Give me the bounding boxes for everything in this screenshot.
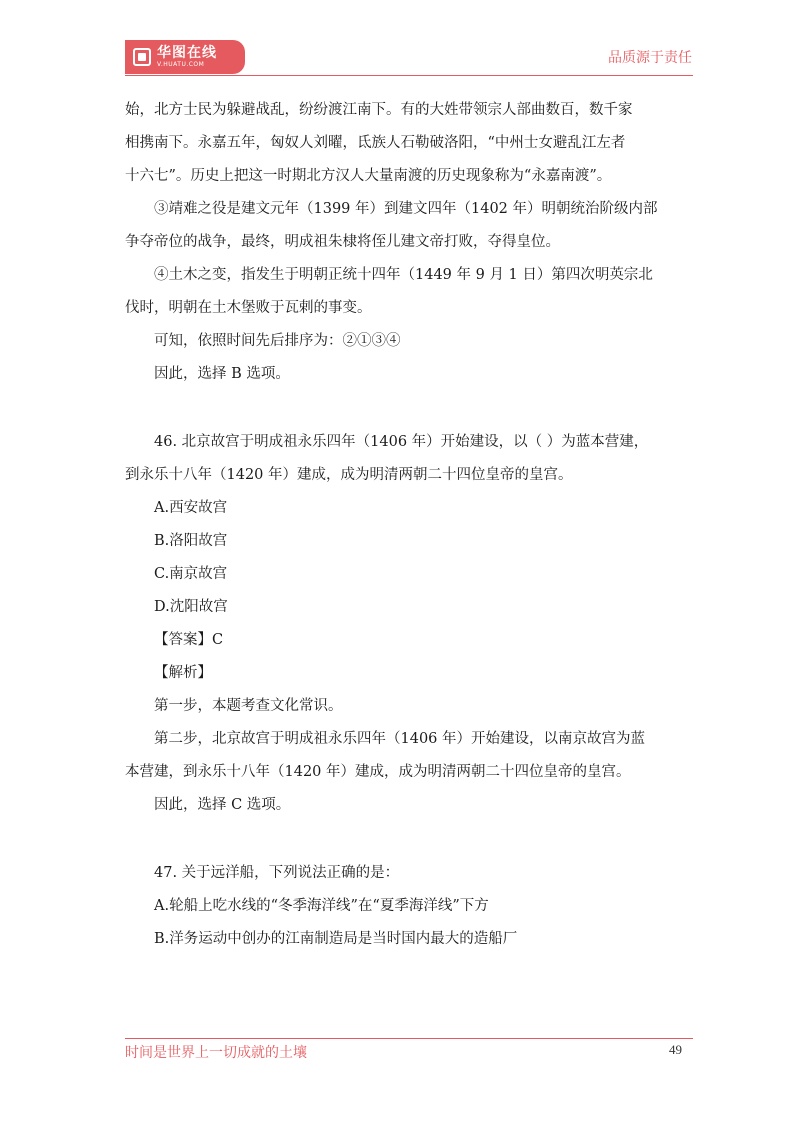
option-c: C.南京故宫 — [154, 566, 228, 582]
question-47 — [125, 857, 695, 956]
answer-label: 【答案】C — [154, 632, 224, 648]
item3-line: ③靖难之役是建文元年（1399 年）到建文四年（1402 年）明朝统治阶级内部 — [154, 201, 658, 217]
logo-title: 华图在线 — [157, 45, 217, 61]
item4-line: ④土木之变，指发生于明朝正统十四年（1449 年 9 月 1 日）第四次明英宗北 — [154, 267, 653, 283]
option-d: D.沈阳故宫 — [154, 599, 228, 615]
option-a: A.轮船上吃水线的“冬季海洋线”在“夏季海洋线”下方 — [154, 898, 489, 914]
option-b: B.洋务运动中创办的江南制造局是当时国内最大的造船厂 — [154, 931, 518, 947]
paragraph-line: 十六七”。历史上把这一时期北方汉人大量南渡的历史现象称为“永嘉南渡”。 — [125, 168, 612, 184]
page-number: 49 — [669, 1042, 682, 1057]
header-divider — [125, 75, 693, 76]
order-line: 可知，依照时间先后排序为：②①③④ — [154, 333, 401, 349]
question-stem: 46. 北京故宫于明成祖永乐四年（1406 年）开始建设，以（ ）为蓝本营建， — [154, 434, 649, 450]
logo-since: SINCE 2001 — [126, 68, 150, 73]
question-stem: 到永乐十八年（1420 年）建成，成为明清两朝二十四位皇帝的皇宫。 — [125, 467, 573, 483]
option-a: A.西安故宫 — [154, 500, 228, 516]
paragraph-line: 相携南下。永嘉五年，匈奴人刘曜，氐族人石勒破洛阳，“中州士女避乱江左者 — [125, 135, 626, 151]
prev-conclusion: 因此，选择 B 选项。 — [154, 366, 290, 382]
paragraph-line: 始，北方士民为躲避战乱，纷纷渡江南下。有的大姓带领宗人部曲数百，数千家 — [125, 102, 633, 118]
analysis-step2: 本营建，到永乐十八年（1420 年）建成，成为明清两朝二十四位皇帝的皇宫。 — [125, 764, 631, 780]
analysis-step2: 第二步，北京故宫于明成祖永乐四年（1406 年）开始建设，以南京故宫为蓝 — [154, 731, 646, 747]
page-header — [0, 0, 800, 80]
analysis-step1: 第一步，本题考查文化常识。 — [154, 698, 343, 714]
question-stem: 47. 关于远洋船，下列说法正确的是： — [154, 865, 400, 881]
footer-motto: 时间是世界上一切成就的土壤 — [125, 1045, 307, 1061]
item4-line: 伐时，明朝在土木堡败于瓦剌的事变。 — [125, 300, 372, 316]
analysis-conclusion: 因此，选择 C 选项。 — [154, 797, 291, 813]
logo-url: V.HUATU.COM — [157, 61, 205, 68]
footer-divider — [125, 1038, 693, 1039]
item3-line: 争夺帝位的战争，最终，明成祖朱棣将侄儿建文帝打败，夺得皇位。 — [125, 234, 560, 250]
analysis-label: 【解析】 — [154, 665, 212, 681]
page-content — [125, 94, 695, 956]
header-slogan: 品质源于责任 — [608, 50, 692, 66]
option-b: B.洛阳故宫 — [154, 533, 228, 549]
question-46 — [125, 426, 695, 822]
logo-icon — [133, 48, 151, 66]
